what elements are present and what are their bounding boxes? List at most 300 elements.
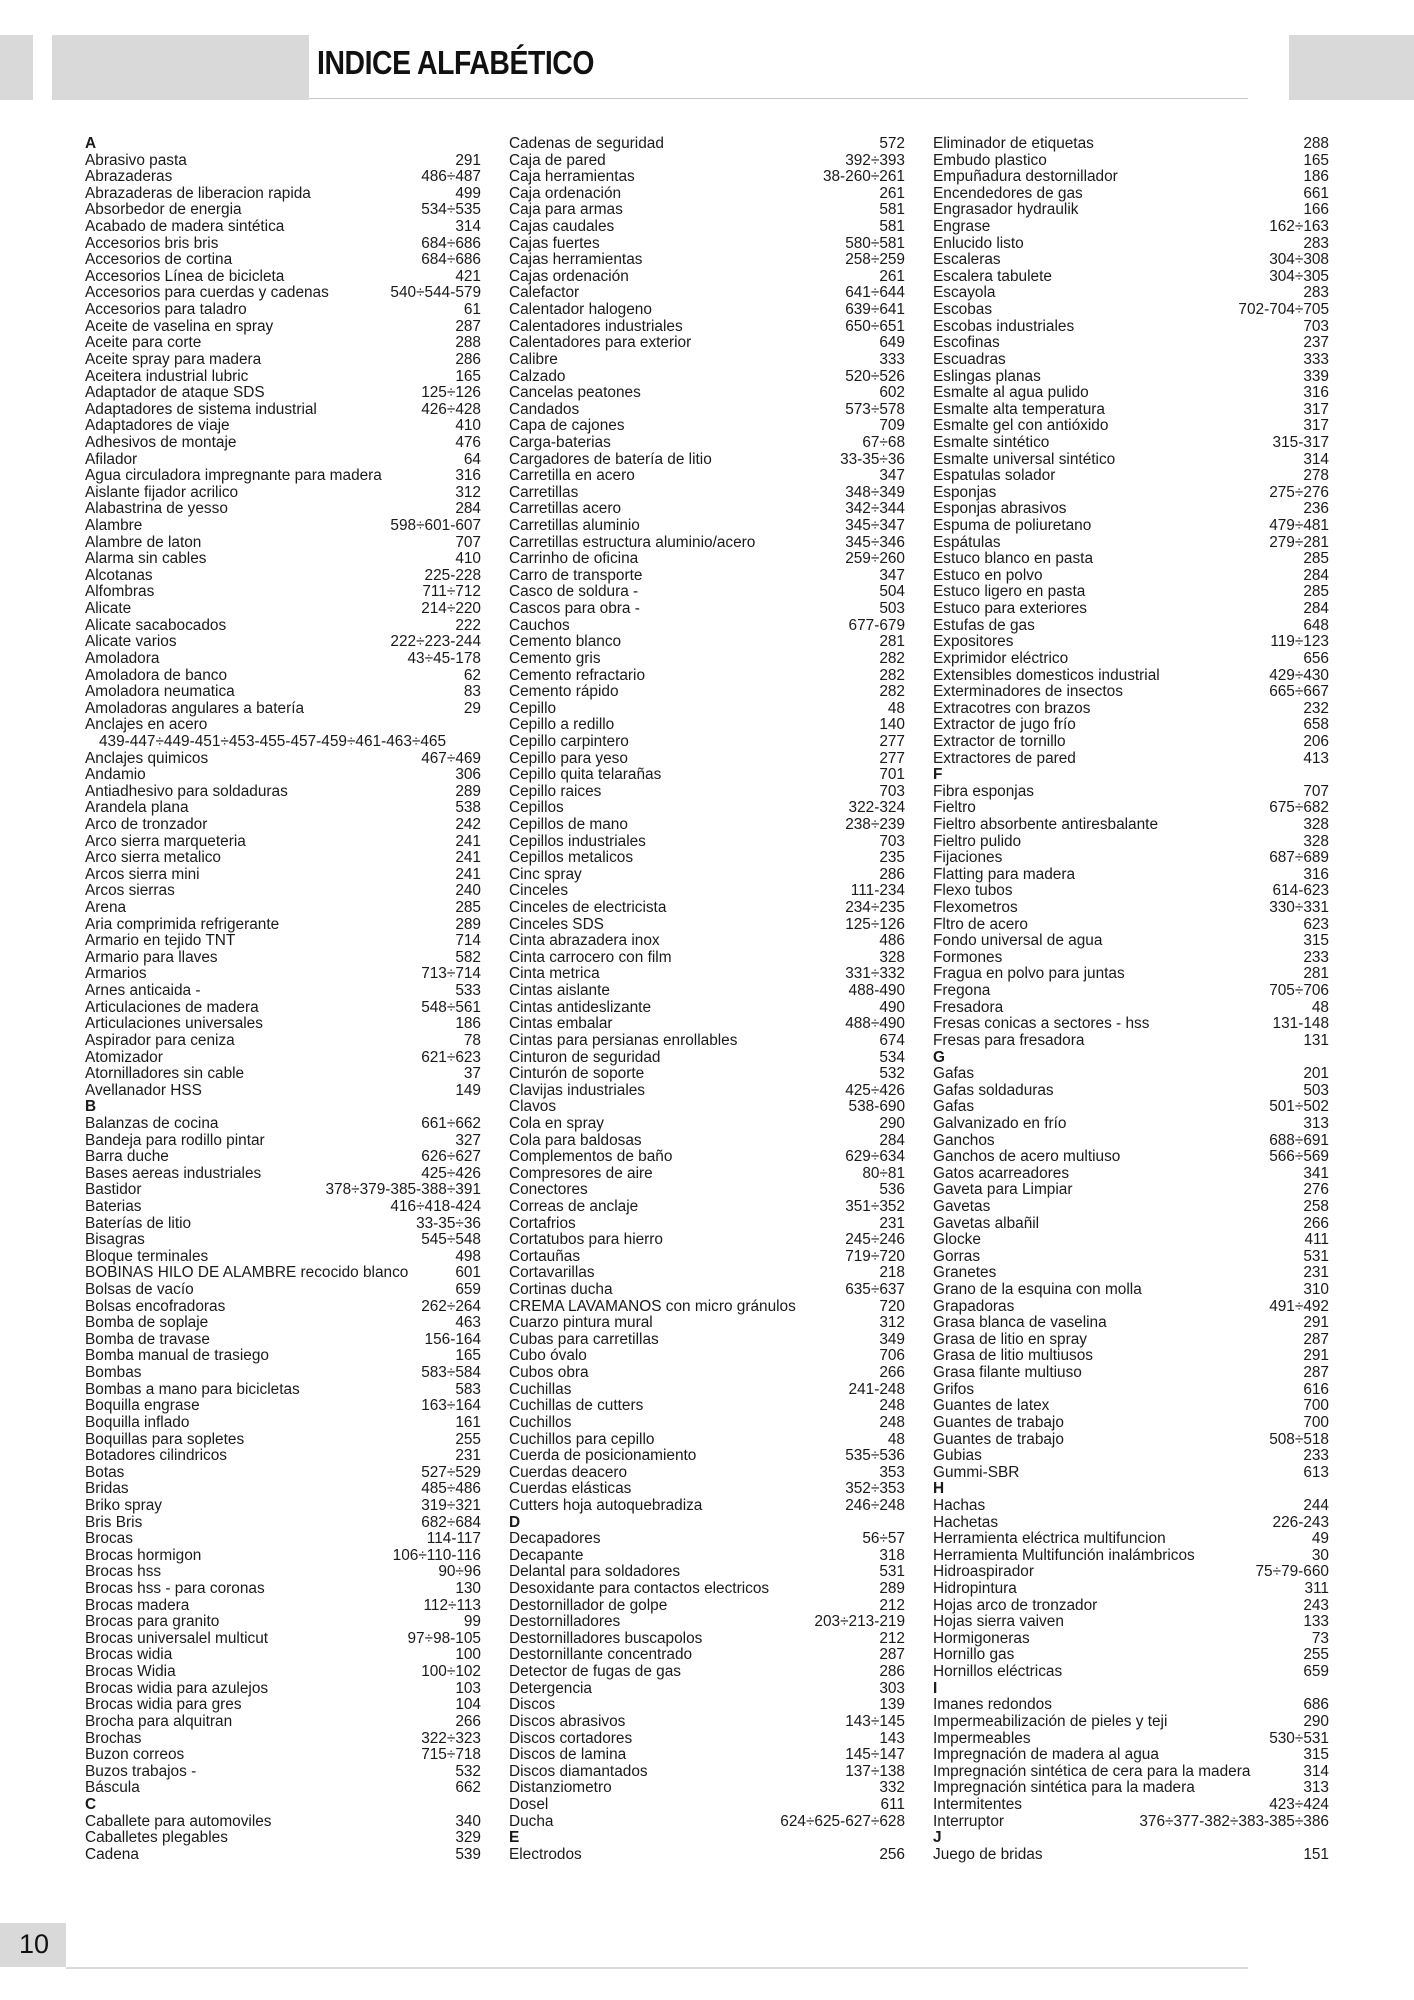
index-entry-pages: 498 (455, 1247, 481, 1265)
index-entry (933, 236, 1329, 253)
index-entry (85, 352, 481, 369)
index-entry (85, 917, 481, 934)
index-entry (509, 1631, 905, 1648)
index-entry (509, 385, 905, 402)
index-entry-term: Gavetas (933, 1198, 991, 1215)
index-entry-pages: 703 (879, 832, 905, 850)
index-entry-term: Hidropintura (933, 1580, 1017, 1598)
index-entry-pages: 289 (455, 782, 481, 800)
index-entry-term: Impregnación sintética para la madera (933, 1779, 1195, 1797)
index-entry (509, 618, 905, 635)
index-entry-term: Abrasivo pasta (85, 151, 187, 169)
index-entry-term: Juego de bridas (933, 1845, 1043, 1863)
index-entry-pages: 286 (455, 350, 481, 368)
index-entry (509, 850, 905, 867)
index-entry-pages: 583 (455, 1380, 481, 1398)
index-entry-pages: 491÷492 (1269, 1297, 1329, 1315)
index-entry-term: Candados (509, 400, 580, 418)
index-entry (509, 1780, 905, 1797)
index-entry-term: Distanziometro (509, 1779, 612, 1797)
index-entry-term: Baterías de litio (85, 1214, 192, 1232)
index-entry-term: Carro de transporte (509, 566, 643, 584)
index-entry-term: Esmalte gel con antióxido (933, 417, 1109, 435)
index-entry-pages: 288 (1303, 135, 1329, 152)
index-entry-term: Enlucido listo (933, 234, 1024, 252)
index-entry-pages: 421 (455, 267, 481, 285)
index-entry-term: Cepillo carpintero (509, 732, 629, 750)
index-entry-term: Brocas hss (85, 1563, 162, 1581)
index-entry (509, 834, 905, 851)
index-entry (509, 1681, 905, 1698)
index-entry-term: Bloque terminales (85, 1247, 209, 1265)
index-entry-term: Calzado (509, 367, 566, 385)
index-entry-pages: 532 (879, 1065, 905, 1083)
index-entry-pages: 711÷712 (422, 583, 481, 601)
index-entry-pages: 33-35÷36 (416, 1214, 481, 1232)
index-entry-term: Aislante fijador acrilico (85, 483, 239, 501)
index-entry (933, 1116, 1329, 1133)
index-entry-pages: 291 (455, 151, 481, 169)
index-entry (509, 751, 905, 768)
index-entry-term: Cinturón de soporte (509, 1065, 645, 1083)
index-entry-term: Antiadhesivo para soldaduras (85, 782, 288, 800)
index-entry (85, 834, 481, 851)
index-entry-pages: 90÷96 (438, 1563, 481, 1581)
index-entry (85, 966, 481, 983)
index-entry (509, 1614, 905, 1631)
index-entry-pages: 535÷536 (845, 1447, 905, 1465)
index-entry (85, 668, 481, 685)
index-entry (509, 269, 905, 286)
index-entry-pages: 245÷246 (845, 1231, 905, 1249)
index-entry-pages: 162÷163 (1269, 218, 1329, 236)
index-entry (85, 867, 481, 884)
index-entry-term: Buzos trabajos - (85, 1762, 197, 1780)
index-entry (85, 751, 481, 768)
index-entry-term: Hornillos eléctricas (933, 1663, 1063, 1681)
index-entry (933, 900, 1329, 917)
index-entry-pages: 623 (1303, 915, 1329, 933)
index-entry-pages: 233 (1303, 948, 1329, 966)
index-entry (509, 285, 905, 302)
index-entry-term: Espátulas (933, 533, 1001, 551)
index-entry-pages: 714 (455, 932, 481, 950)
index-entry (85, 1697, 481, 1714)
index-entry-term: Caja herramientas (509, 168, 635, 186)
index-entry-term: Adaptadores de sistema industrial (85, 400, 317, 418)
index-entry (933, 518, 1329, 535)
index-entry (85, 584, 481, 601)
index-entry (933, 850, 1329, 867)
index-entry-term: Fieltro absorbente antiresbalante (933, 815, 1159, 833)
index-entry-pages: 258÷259 (845, 251, 905, 269)
index-entry-term: Flatting para madera (933, 865, 1076, 883)
index-entry-term: Extractor de jugo frío (933, 716, 1076, 734)
index-entry-term: Arena (85, 899, 127, 917)
index-entry-term: Gatos acarreadores (933, 1164, 1070, 1182)
index-column-1 (85, 136, 481, 1863)
index-entry-pages: 686 (1303, 1696, 1329, 1714)
index-column-2 (509, 136, 905, 1863)
index-entry-pages: 333 (879, 350, 905, 368)
index-entry-term: Correas de anclaje (509, 1198, 639, 1215)
index-entry (85, 1531, 481, 1548)
index-entry-pages: 240 (455, 882, 481, 900)
index-entry-pages: 580÷581 (845, 234, 905, 252)
index-entry-term: Cuchillos para cepillo (509, 1430, 655, 1448)
index-entry-term: Afilador (85, 450, 138, 468)
index-entry-pages: 715÷718 (421, 1746, 481, 1764)
index-entry-pages: 635÷637 (845, 1281, 905, 1299)
index-entry (85, 1299, 481, 1316)
index-entry-term: Detector de fugas de gas (509, 1663, 681, 1681)
index-entry (933, 1249, 1329, 1266)
index-entry (85, 701, 481, 718)
index-entry (85, 1780, 481, 1797)
index-entry-pages: 186 (455, 1015, 481, 1033)
index-entry (85, 1016, 481, 1033)
index-entry-term: Fieltro pulido (933, 832, 1022, 850)
index-entry-term: Carrinho de oficina (509, 550, 639, 568)
index-entry-term: Adaptador de ataque SDS (85, 384, 265, 402)
index-entry (85, 618, 481, 635)
index-entry-pages: 503 (1303, 1081, 1329, 1099)
index-entry-term: Boquilla engrase (85, 1397, 200, 1415)
index-entry-term: Gafas soldaduras (933, 1081, 1054, 1099)
index-entry (85, 651, 481, 668)
index-entry (85, 1149, 481, 1166)
index-entry-pages: 538-690 (848, 1098, 905, 1116)
index-entry-pages: 100÷102 (421, 1663, 481, 1681)
index-entry-pages: 258 (1303, 1198, 1329, 1215)
index-entry-pages: 328 (1303, 815, 1329, 833)
index-entry-term: Accesorios de cortina (85, 251, 233, 269)
index-entry-term: Esmalte alta temperatura (933, 400, 1105, 418)
index-entry-pages: 165 (455, 1347, 481, 1365)
index-entry-pages: 241 (455, 832, 481, 850)
index-entry-pages: 259÷260 (845, 550, 905, 568)
index-entry-term: Cancelas peatones (509, 384, 641, 402)
section-letter: B (85, 1098, 97, 1116)
index-entry-term: Gaveta para Limpiar (933, 1181, 1073, 1199)
index-entry-pages: 639÷641 (845, 301, 905, 319)
index-entry-term: Desoxidante para contactos electricos (509, 1580, 770, 1598)
index-entry-term: Cubas para carretillas (509, 1330, 659, 1348)
index-entry-pages: 290 (879, 1114, 905, 1132)
index-entry (933, 1265, 1329, 1282)
index-entry (933, 1515, 1329, 1532)
index-entry-pages: 705÷706 (1269, 982, 1329, 1000)
index-entry-term: Gavetas albañil (933, 1214, 1040, 1232)
index-entry-pages: 682÷684 (421, 1513, 481, 1531)
index-entry (509, 1764, 905, 1781)
index-entry-pages: 304÷308 (1269, 251, 1329, 269)
index-entry (933, 701, 1329, 718)
index-entry-term: Cepillos metalicos (509, 849, 634, 867)
index-entry (85, 1282, 481, 1299)
index-entry-term: Clavos (509, 1098, 557, 1116)
index-entry (85, 252, 481, 269)
index-entry (933, 468, 1329, 485)
index-entry (509, 1000, 905, 1017)
index-entry-pages: 316 (455, 467, 481, 485)
index-entry (85, 369, 481, 386)
index-entry-pages: 218 (879, 1264, 905, 1282)
index-entry (509, 1448, 905, 1465)
index-entry (509, 1199, 905, 1216)
index-entry-term: Interruptor (933, 1812, 1005, 1830)
index-entry-term: Gorras (933, 1247, 981, 1265)
index-entry-term: Abrazaderas de liberacion rapida (85, 184, 311, 202)
index-entry-pages: 106÷110-116 (392, 1546, 481, 1564)
index-entry-pages: 392÷393 (845, 151, 905, 169)
index-entry-pages: 540÷544-579 (390, 284, 481, 302)
index-entry-term: Cola para baldosas (509, 1131, 642, 1149)
index-entry-pages: 425÷426 (845, 1081, 905, 1099)
index-entry-term: Cemento gris (509, 649, 601, 667)
index-entry-term: Bolsas de vacío (85, 1281, 194, 1299)
index-entry-term: Baterias (85, 1198, 142, 1215)
index-entry (85, 1731, 481, 1748)
index-entry-pages: 255 (455, 1430, 481, 1448)
index-entry (509, 668, 905, 685)
index-entry-pages: 684÷686 (421, 251, 481, 269)
index-entry-pages: 583÷584 (421, 1364, 481, 1382)
index-entry-pages: 133 (1303, 1613, 1329, 1631)
index-entry-term: Cuerda de posicionamiento (509, 1447, 697, 1465)
index-entry-pages: 283 (1303, 234, 1329, 252)
index-entry-pages: 532 (455, 1762, 481, 1780)
index-entry-pages: 322÷323 (421, 1729, 481, 1747)
index-entry-pages: 287 (455, 317, 481, 335)
index-entry-term: Empuñadura destornillador (933, 168, 1118, 186)
index-entry-pages: 312 (879, 1314, 905, 1332)
index-entry (85, 402, 481, 419)
index-entry-term: Brocas para granito (85, 1613, 220, 1631)
index-entry (933, 319, 1329, 336)
index-entry-term: Bisagras (85, 1231, 145, 1249)
index-entry-term: Impermeables (933, 1729, 1031, 1747)
header-underline (309, 98, 1248, 99)
index-entry-term: Estufas de gas (933, 616, 1035, 634)
index-entry (509, 1847, 905, 1864)
index-entry (933, 1332, 1329, 1349)
index-entry-term: Alicate (85, 600, 132, 618)
index-entry (933, 651, 1329, 668)
index-entry-pages: 703 (879, 782, 905, 800)
index-entry (509, 1797, 905, 1814)
index-entry-pages: 156-164 (424, 1330, 481, 1348)
index-entry-pages: 143÷145 (845, 1712, 905, 1730)
index-entry-pages: 329 (455, 1829, 481, 1847)
index-entry-pages: 315 (1303, 932, 1329, 950)
index-entry (933, 1847, 1329, 1864)
index-entry-pages: 348÷349 (845, 483, 905, 501)
index-entry-term: Fresas para fresadora (933, 1031, 1085, 1049)
index-entry (85, 1182, 481, 1199)
index-entry (933, 1133, 1329, 1150)
index-entry (509, 1548, 905, 1565)
index-entry-term: Cinta metrica (509, 965, 600, 983)
index-entry-pages: 165 (455, 367, 481, 385)
index-entry-pages: 291 (1303, 1314, 1329, 1332)
index-entry-term: Amoladora de banco (85, 666, 228, 684)
index-entry-pages: 83 (463, 683, 481, 701)
index-entry (85, 767, 481, 784)
index-entry (85, 302, 481, 319)
index-entry-term: BOBINAS HILO DE ALAMBRE recocido blanco (85, 1264, 409, 1282)
index-entry-pages: 62 (463, 666, 481, 684)
index-entry-term: Alambre de laton (85, 533, 202, 551)
index-entry (933, 933, 1329, 950)
index-entry (933, 1315, 1329, 1332)
index-entry-term: Cepillo a redillo (509, 716, 615, 734)
index-entry-pages: 248 (879, 1397, 905, 1415)
index-entry (509, 767, 905, 784)
section-letter: H (933, 1480, 945, 1498)
index-column-3 (933, 136, 1329, 1863)
index-entry (933, 1232, 1329, 1249)
index-entry (933, 1465, 1329, 1482)
index-entry-term: Amoladoras angulares a batería (85, 699, 305, 717)
index-entry-term: Bomba manual de trasiego (85, 1347, 269, 1365)
index-entry-pages: 137÷138 (845, 1762, 905, 1780)
index-entry-pages: 719÷720 (845, 1247, 905, 1265)
index-entry-pages: 286 (879, 865, 905, 883)
index-entry-pages: 616 (1303, 1380, 1329, 1398)
index-entry (85, 1000, 481, 1017)
page-number: 10 (19, 1929, 50, 1959)
index-entry-term: Esponjas abrasivos (933, 500, 1067, 518)
index-entry-term: Aria comprimida refrigerante (85, 915, 280, 933)
index-entry (85, 1216, 481, 1233)
index-entry (85, 485, 481, 502)
index-entry-pages: 665÷667 (1269, 683, 1329, 701)
index-entry-pages: 75÷79-660 (1255, 1563, 1329, 1581)
index-entry (933, 1647, 1329, 1664)
index-entry-term: Calibre (509, 350, 558, 368)
index-entry (85, 1481, 481, 1498)
index-entry-term: Cajas caudales (509, 218, 615, 236)
index-entry (509, 717, 905, 734)
index-entry-pages: 463 (455, 1314, 481, 1332)
index-entry (509, 900, 905, 917)
index-entry-term: Decapante (509, 1546, 584, 1564)
index-entry-term: Adaptadores de viaje (85, 417, 230, 435)
index-entry-term: Cintas para persianas enrollables (509, 1031, 738, 1049)
index-entry-term: Calentadores para exterior (509, 334, 692, 352)
index-entry-pages: 684÷686 (421, 234, 481, 252)
index-entry-term: Arandela plana (85, 799, 189, 817)
index-entry-pages: 100 (455, 1646, 481, 1664)
index-entry-term: Cepillos de mano (509, 815, 628, 833)
index-entry-term: Ganchos (933, 1131, 995, 1149)
index-entry-term: Brocas hss - para coronas (85, 1580, 265, 1598)
index-entry-term: Embudo plastico (933, 151, 1047, 169)
index-entry (509, 1099, 905, 1116)
index-entry (933, 385, 1329, 402)
index-entry (509, 418, 905, 435)
index-entry-pages: 378÷379-385-388÷391 (325, 1181, 481, 1199)
index-entry-pages: 702-704÷705 (1238, 301, 1329, 319)
index-entry (85, 269, 481, 286)
index-entry-term: Cinturon de seguridad (509, 1048, 661, 1066)
index-entry (509, 684, 905, 701)
index-entry-term: Cemento refractario (509, 666, 646, 684)
index-entry-pages: 275÷276 (1269, 483, 1329, 501)
index-entry-term: Amoladora neumatica (85, 683, 235, 701)
index-entry-term: Estuco para exteriores (933, 600, 1087, 618)
index-entry-term: Fresadora (933, 998, 1004, 1016)
index-entry-pages: 479÷481 (1269, 517, 1329, 535)
index-entry-term: Cintas antideslizante (509, 998, 652, 1016)
index-entry-pages: 278 (1303, 467, 1329, 485)
index-entry-pages: 266 (879, 1364, 905, 1382)
index-entry (85, 518, 481, 535)
index-entry (509, 1498, 905, 1515)
index-entry (85, 1415, 481, 1432)
index-entry-term: Destornilladores (509, 1613, 621, 1631)
index-entry (85, 219, 481, 236)
index-entry-term: Cinceles SDS (509, 915, 604, 933)
index-entry-term: Eliminador de etiquetas (933, 135, 1094, 152)
index-entry (509, 1050, 905, 1067)
index-entry-term: Arco sierra metalico (85, 849, 221, 867)
index-entry-pages: 284 (1303, 566, 1329, 584)
index-entry-pages: 467÷469 (421, 749, 481, 767)
index-entry-pages: 316 (1303, 384, 1329, 402)
index-entry (85, 1465, 481, 1482)
index-entry (85, 468, 481, 485)
index-entry-term: Armarios (85, 965, 147, 983)
section-letter: I (933, 1679, 938, 1697)
index-entry-pages: 662 (455, 1779, 481, 1797)
index-entry-pages: 423÷424 (1269, 1795, 1329, 1813)
index-entry (933, 1614, 1329, 1631)
index-entry-pages: 186 (1303, 168, 1329, 186)
index-entry-pages: 531 (1303, 1247, 1329, 1265)
index-entry-term: Adhesivos de montaje (85, 433, 237, 451)
index-entry-pages: 284 (1303, 600, 1329, 618)
index-entry-term: Clavijas industriales (509, 1081, 646, 1099)
index-entry-term: Acabado de madera sintética (85, 218, 285, 236)
index-entry-pages: 238÷239 (845, 815, 905, 833)
index-entry-pages: 237 (1303, 334, 1329, 352)
index-entry (85, 1033, 481, 1050)
index-entry-pages: 613 (1303, 1463, 1329, 1481)
index-entry-pages: 527÷529 (421, 1463, 481, 1481)
index-entry-pages: 231 (455, 1447, 481, 1465)
index-entry-term: Escofinas (933, 334, 1000, 352)
index-entry-term: Caja para armas (509, 201, 623, 219)
index-entry-term: Abrazaderas (85, 168, 173, 186)
index-entry (85, 1265, 481, 1282)
index-entry-pages: 317 (1303, 417, 1329, 435)
index-entry-term: Amoladora (85, 649, 160, 667)
index-entry-term: Exterminadores de insectos (933, 683, 1123, 701)
index-entry-pages: 48 (1311, 998, 1329, 1016)
index-entry (85, 551, 481, 568)
index-entry-term: Bombas (85, 1364, 142, 1382)
index-entry-pages: 277 (879, 732, 905, 750)
index-entry-pages: 73 (1311, 1629, 1329, 1647)
index-entry (509, 1647, 905, 1664)
index-entry-term: Imanes redondos (933, 1696, 1052, 1714)
index-entry-term: Fibra esponjas (933, 782, 1034, 800)
index-entry-pages: 311 (1304, 1580, 1329, 1598)
index-entry (933, 1598, 1329, 1615)
index-entry-pages: 614-623 (1272, 882, 1329, 900)
